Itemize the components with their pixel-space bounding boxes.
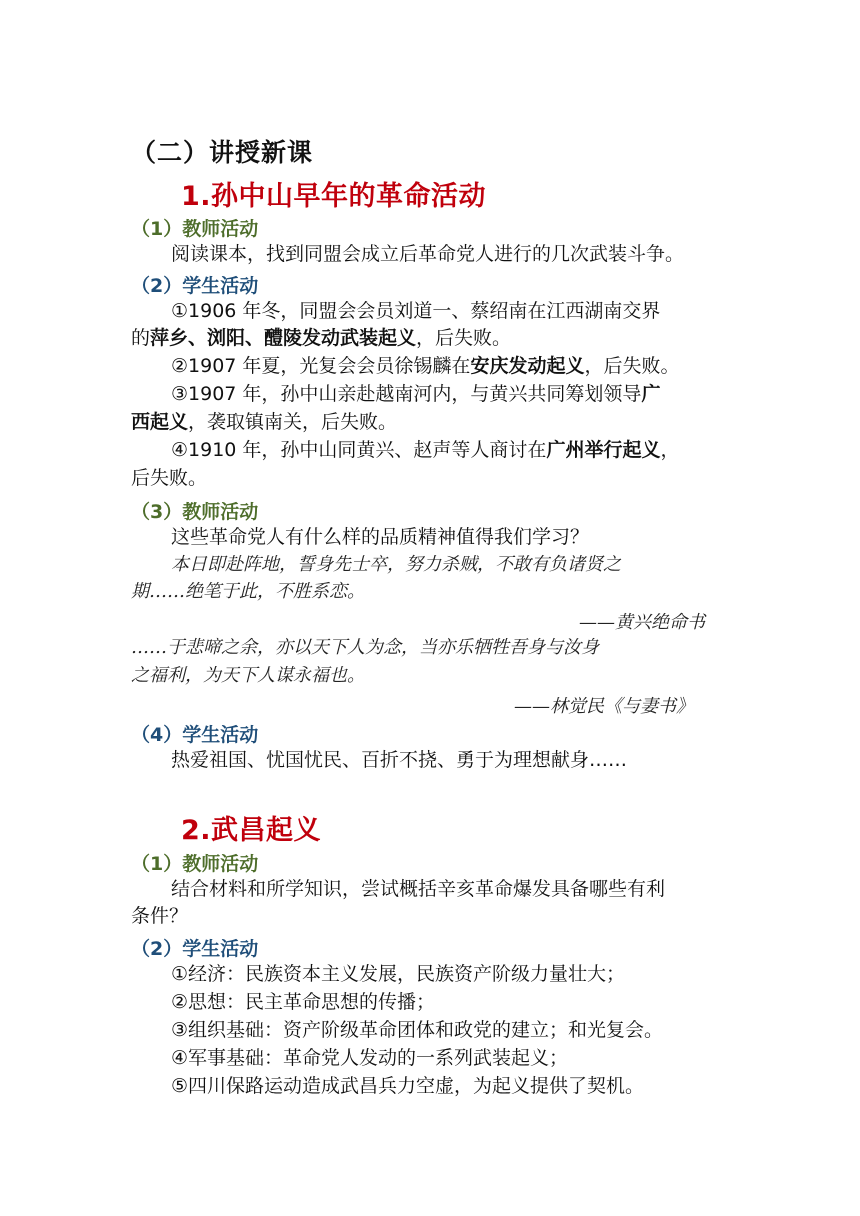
quote1-source: ——黄兴绝命书 <box>579 612 705 633</box>
quote2-line1: ……于悲啼之余，亦以天下人为念，当亦乐牺牲吾身与汝身 <box>131 637 599 658</box>
quote1-line2: 期……绝笔于此，不胜系恋。 <box>131 581 365 602</box>
quote2-line2: 之福利，为天下人谋永福也。 <box>131 665 365 686</box>
part2-title: 2.武昌起义 <box>181 815 322 846</box>
part1-student-activity-4-label: （4）学生活动 <box>131 724 259 746</box>
section-title: （二）讲授新课 <box>131 138 314 167</box>
part1-teacher-activity-1-text: 阅读课本，找到同盟会成立后革命党人进行的几次武装斗争。 <box>171 243 685 265</box>
part2-item-military: ④军事基础：革命党人发动的一系列武装起义； <box>171 1047 569 1069</box>
part2-teacher-activity-1-line1: 结合材料和所学知识，尝试概括辛亥革命爆发具备哪些有利 <box>171 878 666 900</box>
part2-item-organization: ③组织基础：资产阶级革命团体和政党的建立；和光复会。 <box>171 1019 664 1041</box>
part1-title: 1.孙中山早年的革命活动 <box>181 181 487 212</box>
part1-teacher-activity-1-label: （1）教师活动 <box>131 218 259 240</box>
part2-student-activity-2-label: （2）学生活动 <box>131 938 259 960</box>
quote1-line1: 本日即赴阵地，誓身先士卒，努力杀贼，不敢有负诸贤之 <box>171 554 621 575</box>
item1-line1: ①1906 年冬，同盟会会员刘道一、蔡绍南在江西湖南交界 <box>171 300 661 322</box>
item3-line1: ③1907 年，孙中山亲赴越南河内，与黄兴共同筹划领导广 <box>171 383 661 405</box>
part1-teacher-activity-3-text: 这些革命党人有什么样的品质精神值得我们学习？ <box>171 526 590 548</box>
part2-item-sichuan: ⑤四川保路运动造成武昌兵力空虚，为起义提供了契机。 <box>171 1075 645 1097</box>
part2-item-ideology: ②思想：民主革命思想的传播； <box>171 991 436 1013</box>
item2-line: ②1907 年夏，光复会会员徐锡麟在安庆发动起义，后失败。 <box>171 355 680 377</box>
item4-line2: 后失败。 <box>131 467 208 489</box>
part1-student-activity-2-label: （2）学生活动 <box>131 275 259 297</box>
part2-item-economy: ①经济：民族资本主义发展，民族资产阶级力量壮大； <box>171 963 626 985</box>
item1-line2: 的萍乡、浏阳、醴陵发动武装起义，后失败。 <box>131 327 512 349</box>
item3-line2: 西起义，袭取镇南关，后失败。 <box>131 411 398 433</box>
quote2-source: ——林觉民《与妻书》 <box>514 696 694 717</box>
part1-teacher-activity-3-label: （3）教师活动 <box>131 501 259 523</box>
part2-teacher-activity-1-line2: 条件？ <box>131 905 189 927</box>
part1-student-activity-4-text: 热爱祖国、忧国忧民、百折不挠、勇于为理想献身…… <box>171 749 628 771</box>
item4-line1: ④1910 年，孙中山同黄兴、赵声等人商讨在广州举行起义， <box>171 439 680 461</box>
part2-teacher-activity-1-label: （1）教师活动 <box>131 853 259 875</box>
